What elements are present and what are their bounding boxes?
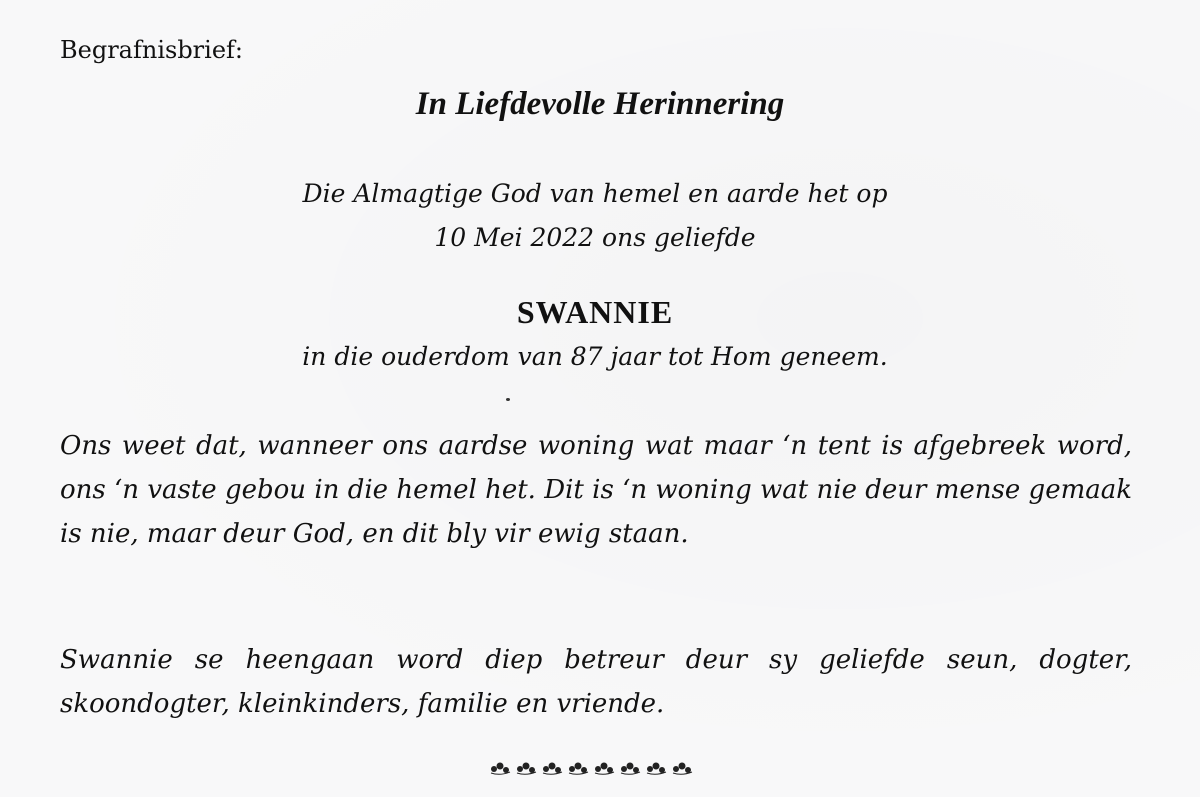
intro-line-1: Die Almagtige God van hemel en aarde het op <box>302 179 888 208</box>
mourners-paragraph: Swannie se heengaan word diep betreur deur sy geliefde seun, dogter, skoondogter, kleinkinders, familie en vriende. <box>60 645 1132 719</box>
stray-dot <box>506 398 510 401</box>
floral-ornament-divider <box>488 760 694 776</box>
memorial-heading: In Liefdevolle Herinnering <box>415 86 785 122</box>
deceased-name: SWANNIE <box>516 294 674 330</box>
age-line: in die ouderdom van 87 jaar tot Hom geneem. <box>302 342 888 371</box>
scripture-paragraph: Ons weet dat, wanneer ons aardse woning wat maar ‘n tent is afgebreek word, ons ‘n vaste gebou in die hemel het. Dit is ‘n woning wat nie deur mense gemaak is nie, maar deur God, en dit bly vir ewig staan. <box>60 431 1132 549</box>
intro-text <box>0 172 1190 260</box>
intro-line-2: 10 Mei 2022 ons geliefde <box>434 223 756 252</box>
document-label: Begrafnisbrief: <box>60 36 243 64</box>
